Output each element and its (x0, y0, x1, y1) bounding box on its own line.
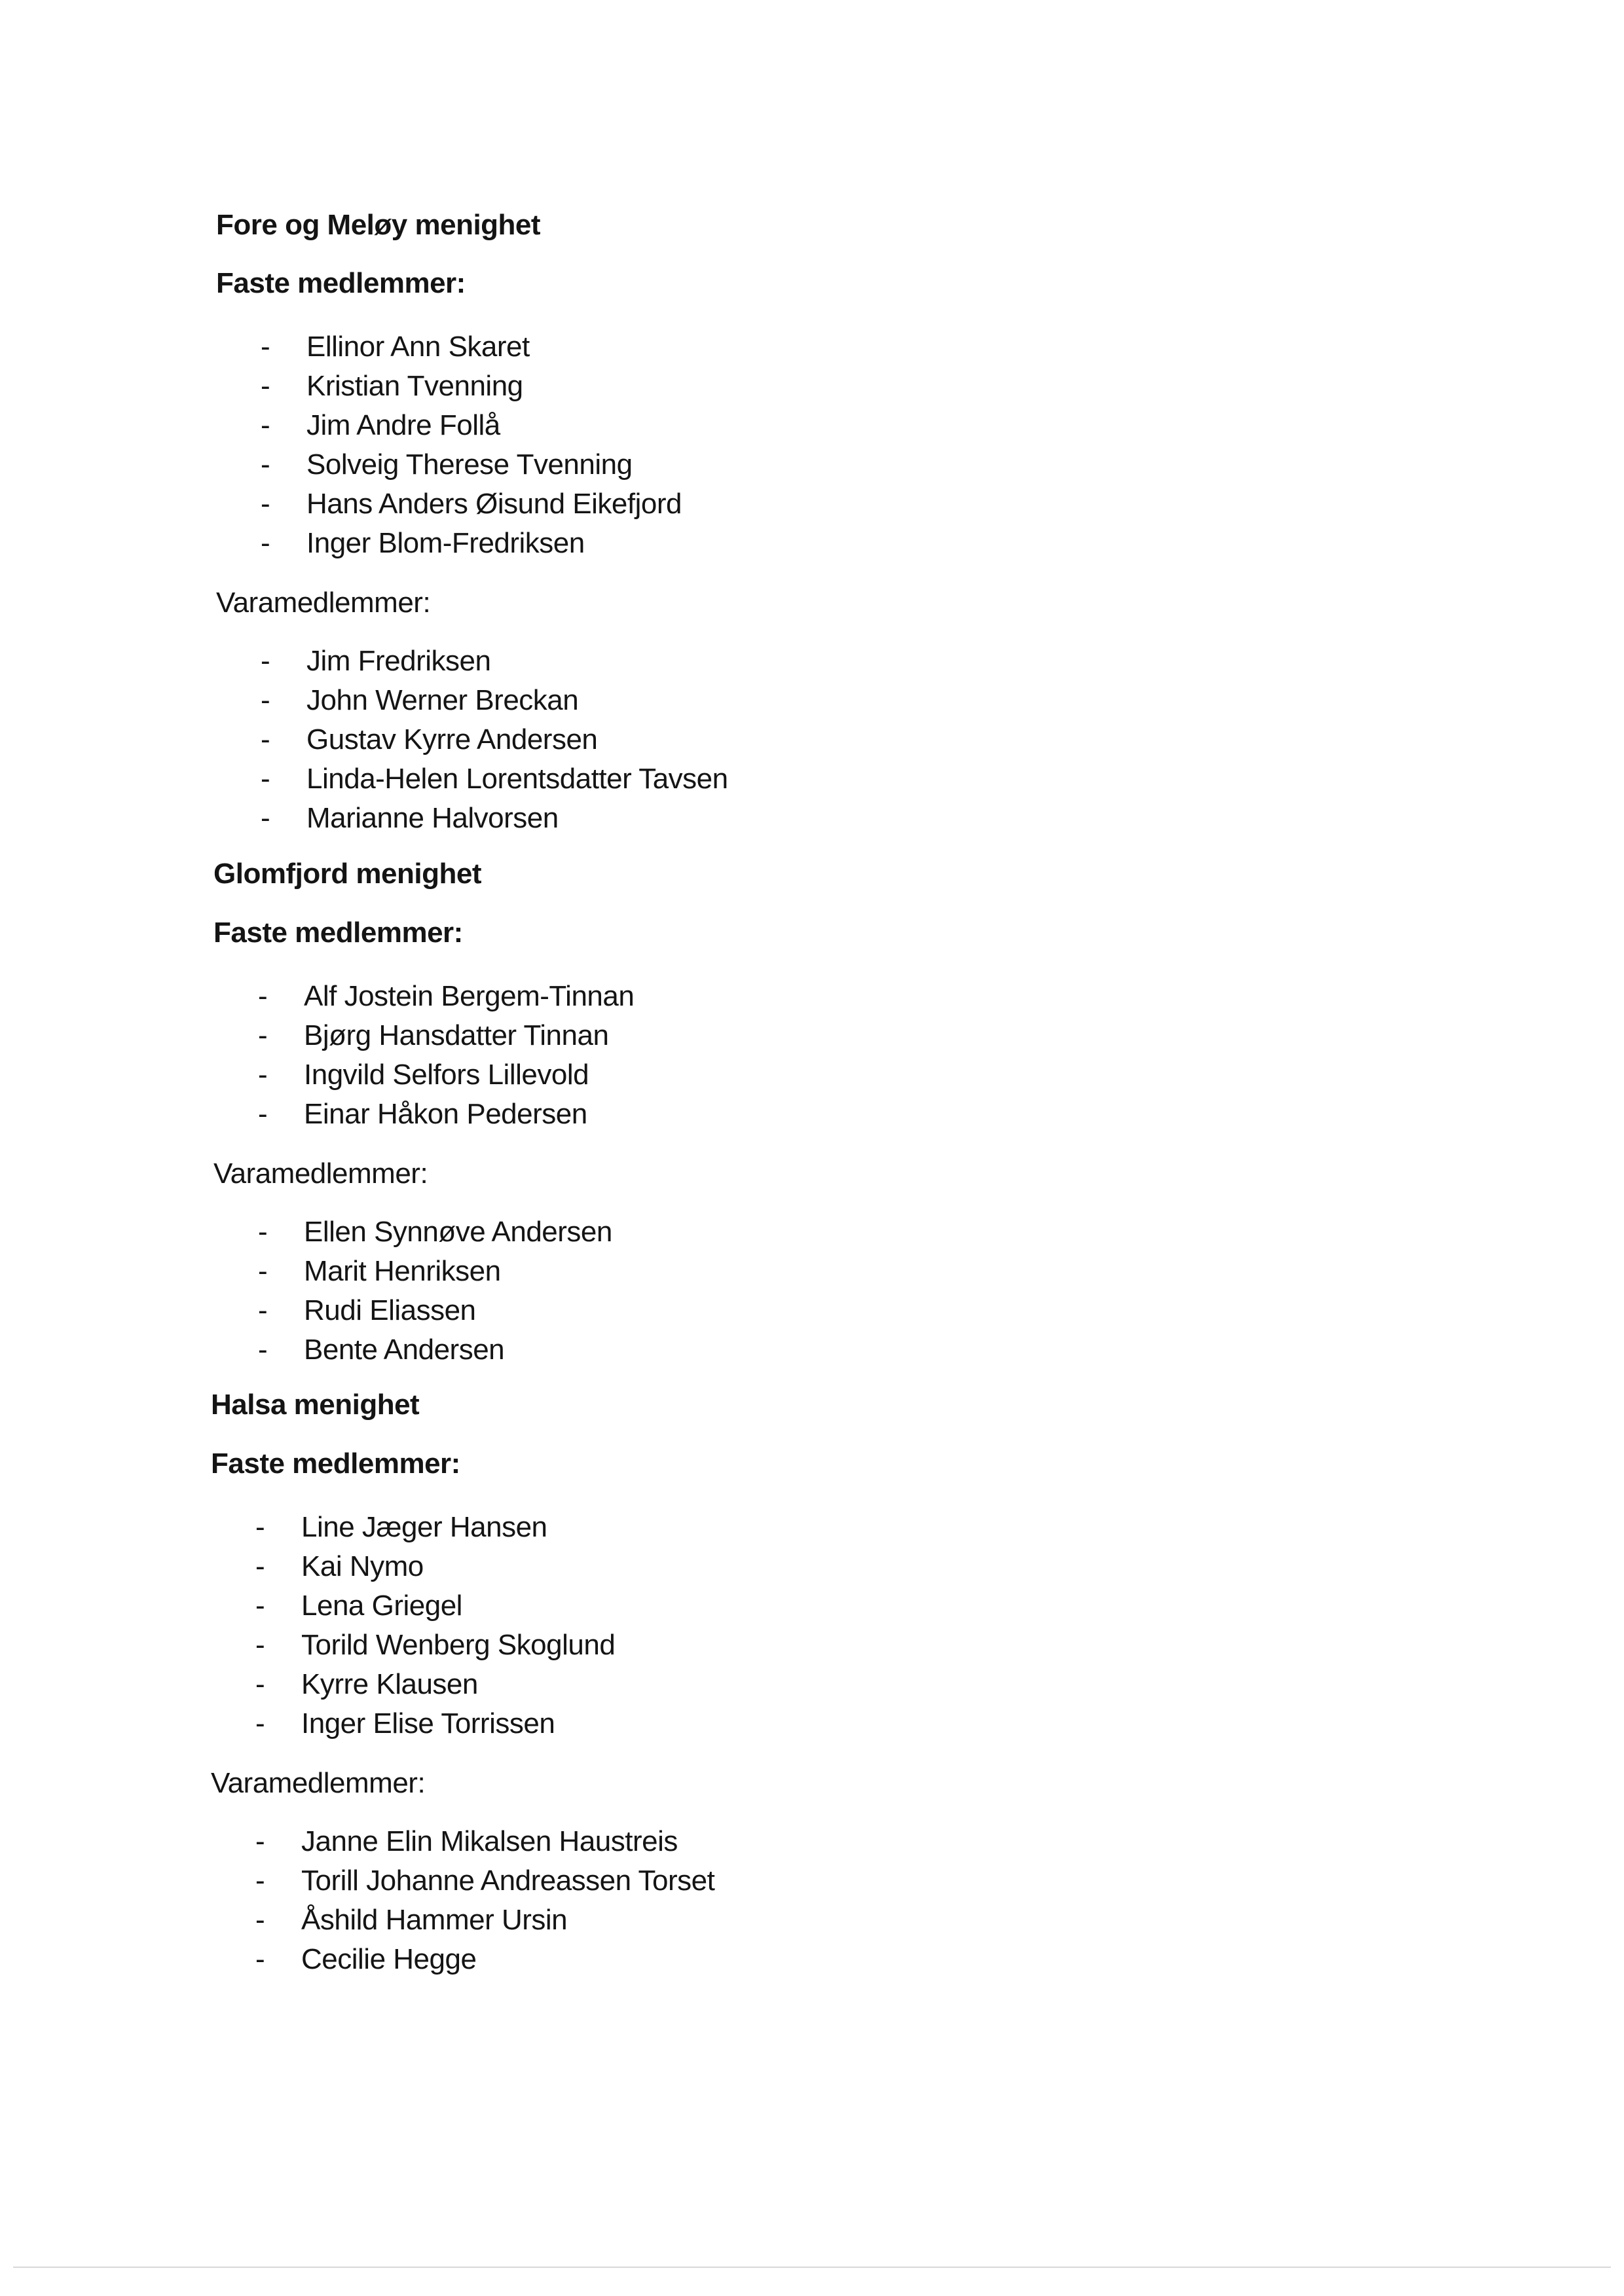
list-item: - Åshild Hammer Ursin (255, 1904, 568, 1936)
list-item: - Marit Henriksen (258, 1255, 501, 1287)
list-item: - Ingvild Selfors Lillevold (258, 1059, 589, 1091)
faste-list (258, 977, 913, 1134)
list-item: - Jim Andre Follå (261, 409, 500, 441)
list-item: - Torild Wenberg Skoglund (255, 1629, 616, 1661)
list-item: - Cecilie Hegge (255, 1943, 477, 1975)
list-item: - Line Jæger Hansen (255, 1511, 547, 1543)
list-item: - Kyrre Klausen (255, 1668, 478, 1700)
list-item: - Einar Håkon Pedersen (258, 1098, 587, 1130)
faste-list (261, 327, 915, 563)
faste-label: Faste medlemmer: (216, 267, 466, 299)
list-item: - Inger Elise Torrissen (255, 1707, 555, 1740)
list-item: - Ellen Synnøve Andersen (258, 1216, 612, 1248)
faste-label: Faste medlemmer: (213, 917, 463, 949)
list-item: - Janne Elin Mikalsen Haustreis (255, 1825, 678, 1857)
list-item: - Bjørg Hansdatter Tinnan (258, 1019, 609, 1051)
list-item: - John Werner Breckan (261, 684, 579, 716)
vara-list (261, 642, 915, 838)
list-item: - Hans Anders Øisund Eikefjord (261, 488, 682, 520)
list-item: - Torill Johanne Andreassen Torset (255, 1865, 715, 1897)
vara-list (258, 1212, 913, 1370)
list-item: - Linda-Helen Lorentsdatter Tavsen (261, 763, 728, 795)
faste-label: Faste medlemmer: (211, 1448, 460, 1480)
list-item: - Alf Jostein Bergem-Tinnan (258, 980, 635, 1012)
list-item: - Inger Blom-Fredriksen (261, 527, 585, 559)
vara-list (255, 1822, 910, 1979)
section-title: Fore og Meløy menighet (216, 209, 541, 241)
list-item: - Bente Andersen (258, 1334, 505, 1366)
section-title: Halsa menighet (211, 1389, 420, 1421)
list-item: - Ellinor Ann Skaret (261, 331, 530, 363)
list-item: - Marianne Halvorsen (261, 802, 559, 834)
list-item: - Gustav Kyrre Andersen (261, 723, 598, 756)
vara-label: Varamedlemmer: (213, 1157, 428, 1190)
list-item: - Jim Fredriksen (261, 645, 491, 677)
page-bottom-edge (13, 2267, 1611, 2268)
vara-label: Varamedlemmer: (211, 1767, 426, 1799)
vara-label: Varamedlemmer: (216, 587, 431, 619)
faste-list (255, 1508, 910, 1743)
list-item: - Kristian Tvenning (261, 370, 523, 402)
list-item: - Solveig Therese Tvenning (261, 448, 633, 481)
section-title: Glomfjord menighet (213, 858, 481, 890)
list-item: - Rudi Eliassen (258, 1294, 476, 1326)
list-item: - Lena Griegel (255, 1590, 462, 1622)
list-item: - Kai Nymo (255, 1550, 424, 1582)
